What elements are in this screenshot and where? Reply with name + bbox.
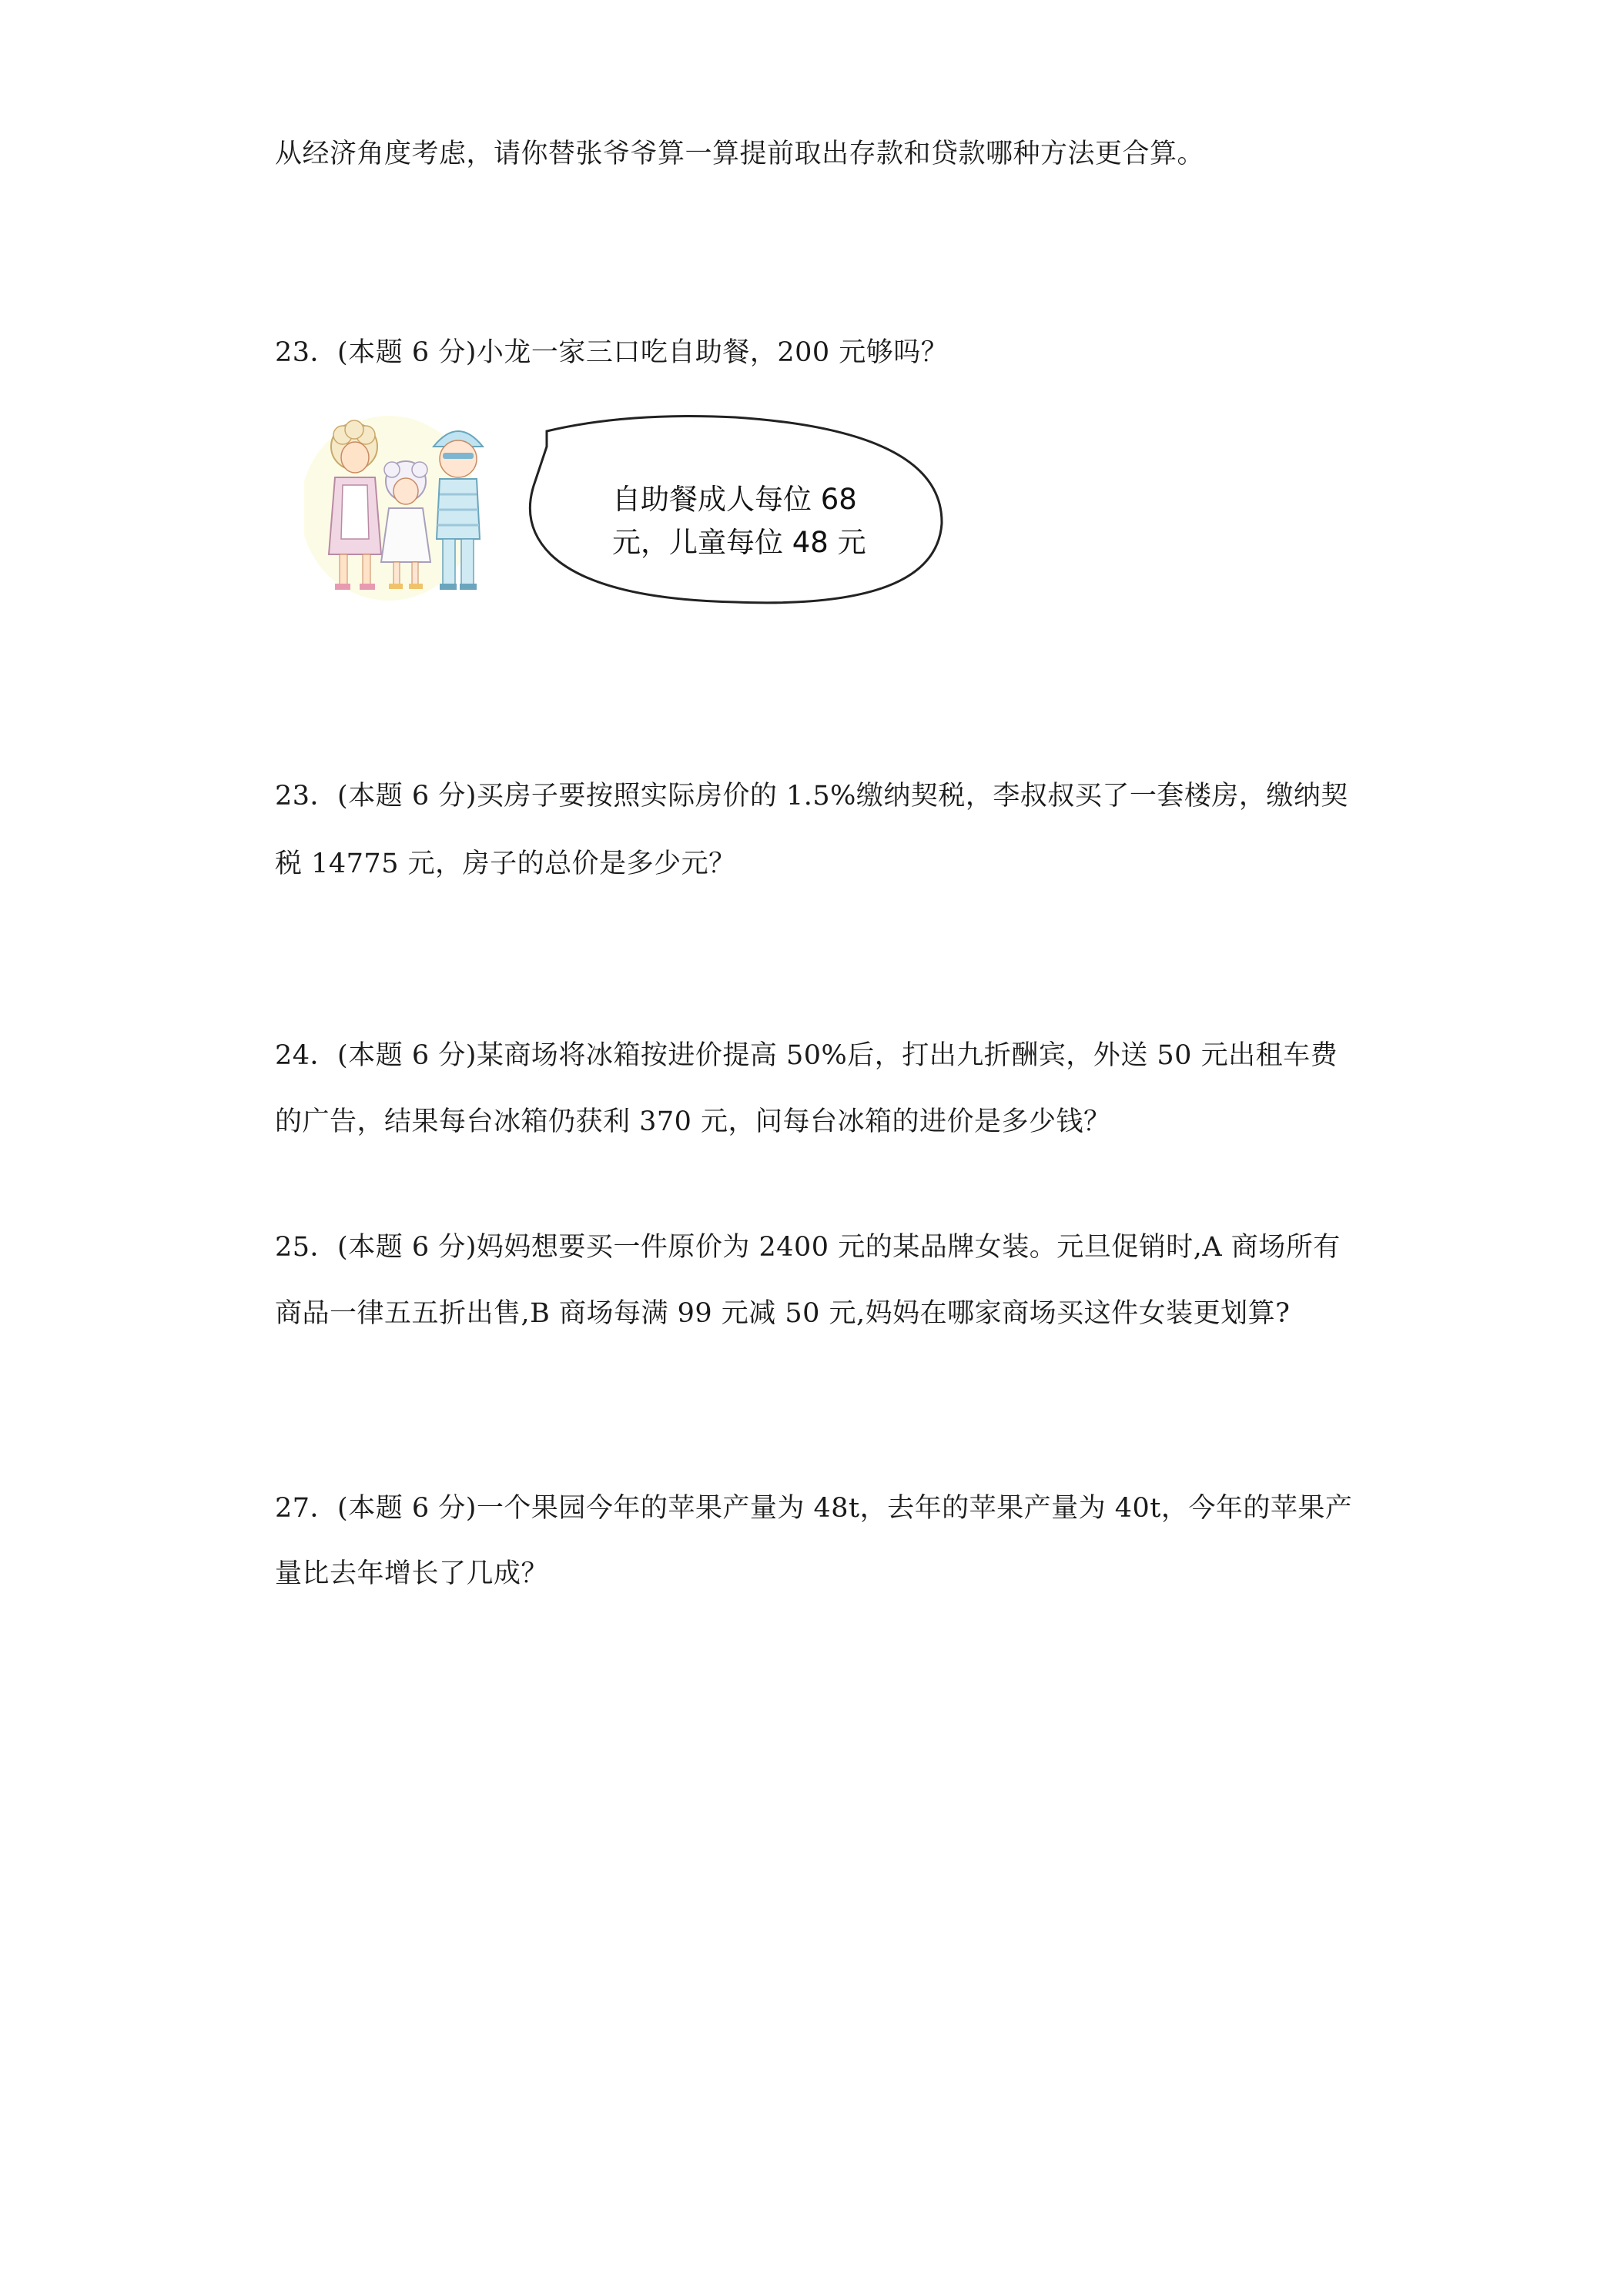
question-text-line: 从经济角度考虑，请你替张爷爷算一算提前取出存款和贷款哪种方法更合算。 — [275, 139, 1205, 169]
question-text-line: 25．(本题 6 分)妈妈想要买一件原价为 2400 元的某品牌女装。元旦促销时,A 商场所有 — [275, 1232, 1341, 1263]
question-text-line: 量比去年增长了几成？ — [275, 1558, 549, 1589]
question-text-line: 的广告，结果每台冰箱仍获利 370 元，问每台冰箱的进价是多少钱？ — [275, 1106, 1111, 1137]
bubble-text-line: 自助餐成人每位 68 — [612, 483, 857, 516]
question-text-line: 税 14775 元，房子的总价是多少元？ — [275, 848, 736, 879]
buffet-family-illustration — [304, 408, 959, 608]
question-text-line: 24．(本题 6 分)某商场将冰箱按进价提高 50%后，打出九折酬宾，外送 50 元出租车费 — [275, 1040, 1338, 1071]
bubble-text-line: 元，儿童每位 48 元 — [612, 526, 866, 559]
question-text-line: 23．(本题 6 分)小龙一家三口吃自助餐，200 元够吗？ — [275, 337, 949, 368]
question-text-line: 商品一律五五折出售,B 商场每满 99 元减 50 元,妈妈在哪家商场买这件女装更划算? — [275, 1298, 1291, 1329]
question-text-line: 27．(本题 6 分)一个果园今年的苹果产量为 48t，去年的苹果产量为 40t，今年的苹果产 — [275, 1493, 1353, 1524]
question-text-line: 23．(本题 6 分)买房子要按照实际房价的 1.5%缴纳契税，李叔叔买了一套楼房，缴纳契 — [275, 781, 1348, 812]
